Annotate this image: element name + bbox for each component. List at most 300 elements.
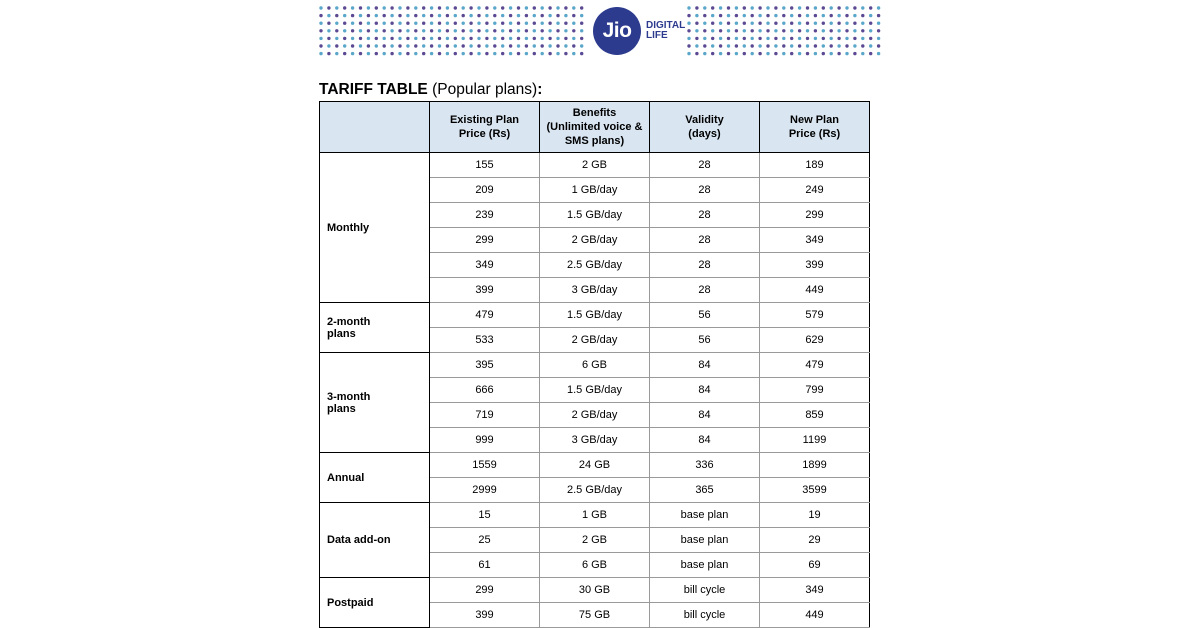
dot: [798, 14, 801, 17]
dot: [695, 37, 698, 40]
dot: [375, 37, 378, 40]
dot: [766, 52, 769, 55]
dot: [327, 44, 330, 47]
dot: [814, 22, 817, 25]
header-new-line2: Price (Rs): [788, 128, 841, 140]
dot: [383, 14, 386, 17]
dot: [485, 44, 488, 47]
dot: [798, 44, 801, 47]
dot: [869, 52, 872, 55]
benefits-cell: 3 GB/day: [540, 428, 650, 453]
dot: [319, 52, 322, 55]
dot: [509, 29, 512, 32]
dot: [422, 22, 425, 25]
dot: [493, 14, 496, 17]
dot: [533, 29, 536, 32]
dot: [790, 37, 793, 40]
dot: [485, 6, 488, 9]
dot: [509, 6, 512, 9]
dot: [398, 52, 401, 55]
dot: [343, 14, 346, 17]
header-benefits-line3: SMS plans): [564, 135, 625, 147]
dot: [687, 37, 690, 40]
dot: [845, 37, 848, 40]
dot: [735, 14, 738, 17]
dot: [367, 29, 370, 32]
validity-cell: base plan: [650, 553, 760, 578]
dot: [525, 44, 528, 47]
page-title: [319, 81, 542, 99]
category-cell: [320, 353, 430, 453]
dot: [335, 52, 338, 55]
dot: [782, 29, 785, 32]
dot: [319, 14, 322, 17]
dot: [580, 52, 583, 55]
dot: [501, 6, 504, 9]
dot: [798, 22, 801, 25]
validity-cell: base plan: [650, 528, 760, 553]
dot: [853, 52, 856, 55]
dot: [703, 14, 706, 17]
dot: [343, 22, 346, 25]
benefits-cell: 1.5 GB/day: [540, 378, 650, 403]
dot: [743, 29, 746, 32]
header-benefits-line1: Benefits: [572, 107, 617, 119]
dot: [806, 22, 809, 25]
existing-price-cell: 666: [430, 378, 540, 403]
dot: [446, 22, 449, 25]
new-price-cell: 629: [760, 328, 870, 353]
dot: [462, 6, 465, 9]
benefits-cell: 6 GB: [540, 353, 650, 378]
dot: [711, 6, 714, 9]
dot: [335, 14, 338, 17]
dot: [359, 52, 362, 55]
dot: [493, 29, 496, 32]
dot: [735, 6, 738, 9]
dot: [477, 52, 480, 55]
existing-price-cell: 349: [430, 253, 540, 278]
dot: [774, 6, 777, 9]
new-price-cell: 479: [760, 353, 870, 378]
dot: [806, 14, 809, 17]
existing-price-cell: 2999: [430, 478, 540, 503]
dot: [327, 29, 330, 32]
dot: [493, 44, 496, 47]
dot: [414, 6, 417, 9]
dot: [319, 37, 322, 40]
dot: [735, 22, 738, 25]
dot: [719, 52, 722, 55]
dot: [695, 14, 698, 17]
existing-price-cell: 299: [430, 578, 540, 603]
dot: [719, 22, 722, 25]
dot: [541, 52, 544, 55]
dot: [509, 14, 512, 17]
dot: [390, 14, 393, 17]
dot: [703, 44, 706, 47]
dot: [790, 52, 793, 55]
dot: [375, 29, 378, 32]
dot: [375, 14, 378, 17]
dot: [454, 37, 457, 40]
dot: [774, 22, 777, 25]
header-new-price: [760, 102, 870, 153]
dot: [335, 29, 338, 32]
dot: [790, 29, 793, 32]
dot: [580, 22, 583, 25]
table-row: [320, 453, 870, 478]
table-row: [320, 503, 870, 528]
dot: [351, 22, 354, 25]
dot: [814, 29, 817, 32]
new-price-cell: 349: [760, 228, 870, 253]
dot: [830, 44, 833, 47]
dot: [367, 14, 370, 17]
jio-logo: [593, 7, 641, 55]
dot: [406, 37, 409, 40]
dot: [580, 6, 583, 9]
table-row: [320, 153, 870, 178]
dot: [556, 22, 559, 25]
new-price-cell: 349: [760, 578, 870, 603]
header-existing-line2: Price (Rs): [458, 128, 511, 140]
dot: [485, 37, 488, 40]
dot: [711, 14, 714, 17]
dot: [687, 14, 690, 17]
dot: [751, 37, 754, 40]
dot: [367, 44, 370, 47]
dot: [462, 44, 465, 47]
dot: [711, 29, 714, 32]
dot: [430, 22, 433, 25]
dot: [822, 37, 825, 40]
dot: [501, 29, 504, 32]
dot: [367, 6, 370, 9]
dot: [845, 14, 848, 17]
dot: [430, 6, 433, 9]
dot: [711, 52, 714, 55]
dot: [845, 29, 848, 32]
dot: [454, 29, 457, 32]
validity-cell: 28: [650, 278, 760, 303]
dot: [398, 6, 401, 9]
header-category: [320, 102, 430, 153]
new-price-cell: 3599: [760, 478, 870, 503]
dot: [695, 6, 698, 9]
dot: [462, 14, 465, 17]
dot: [406, 44, 409, 47]
dot: [572, 14, 575, 17]
dot: [743, 52, 746, 55]
dot: [806, 37, 809, 40]
dot: [430, 37, 433, 40]
table-row: [320, 303, 870, 328]
dot: [548, 37, 551, 40]
dot: [572, 37, 575, 40]
dot: [564, 14, 567, 17]
dot: [830, 14, 833, 17]
dot: [861, 22, 864, 25]
validity-cell: 28: [650, 228, 760, 253]
dot: [556, 6, 559, 9]
dot: [758, 22, 761, 25]
dot: [758, 6, 761, 9]
dot: [446, 52, 449, 55]
dot: [533, 14, 536, 17]
dot: [853, 44, 856, 47]
dot: [343, 37, 346, 40]
dot: [383, 44, 386, 47]
benefits-cell: 30 GB: [540, 578, 650, 603]
dot: [853, 29, 856, 32]
dot: [375, 52, 378, 55]
dot: [469, 52, 472, 55]
new-price-cell: 449: [760, 278, 870, 303]
existing-price-cell: 15: [430, 503, 540, 528]
dot: [509, 52, 512, 55]
dot: [695, 44, 698, 47]
dot: [814, 6, 817, 9]
dot: [877, 52, 880, 55]
dot: [462, 52, 465, 55]
dot: [798, 37, 801, 40]
dot: [727, 22, 730, 25]
dot: [580, 44, 583, 47]
existing-price-cell: 1559: [430, 453, 540, 478]
header-benefits: [540, 102, 650, 153]
dot: [359, 22, 362, 25]
dot: [477, 37, 480, 40]
dot: [517, 6, 520, 9]
dot: [351, 37, 354, 40]
dot: [572, 22, 575, 25]
dot: [398, 37, 401, 40]
dot: [743, 44, 746, 47]
new-price-cell: 249: [760, 178, 870, 203]
dot: [869, 29, 872, 32]
dot: [398, 29, 401, 32]
dot: [477, 29, 480, 32]
dot: [751, 6, 754, 9]
dot: [687, 29, 690, 32]
title-bold: TARIFF TABLE: [319, 81, 428, 98]
dot: [782, 22, 785, 25]
validity-cell: bill cycle: [650, 578, 760, 603]
dot: [774, 52, 777, 55]
dot: [398, 44, 401, 47]
dot: [351, 44, 354, 47]
dot: [319, 6, 322, 9]
dot: [430, 29, 433, 32]
benefits-cell: 1.5 GB/day: [540, 303, 650, 328]
dot: [727, 6, 730, 9]
dot: [541, 29, 544, 32]
header-validity-line1: Validity: [685, 114, 724, 126]
dot: [743, 6, 746, 9]
dot: [383, 22, 386, 25]
dot: [359, 6, 362, 9]
dot: [548, 6, 551, 9]
dot: [790, 22, 793, 25]
header-existing-line1: Existing Plan: [449, 114, 520, 126]
dot: [751, 52, 754, 55]
dot: [517, 37, 520, 40]
dot: [406, 29, 409, 32]
dot: [406, 14, 409, 17]
existing-price-cell: 719: [430, 403, 540, 428]
dot: [390, 37, 393, 40]
dot: [564, 44, 567, 47]
dot: [743, 37, 746, 40]
dot: [766, 14, 769, 17]
validity-cell: 28: [650, 178, 760, 203]
dot: [727, 44, 730, 47]
dot: [711, 44, 714, 47]
dot: [782, 44, 785, 47]
dot: [556, 37, 559, 40]
existing-price-cell: 533: [430, 328, 540, 353]
dot: [462, 37, 465, 40]
benefits-cell: 1.5 GB/day: [540, 203, 650, 228]
new-price-cell: 299: [760, 203, 870, 228]
dot: [743, 14, 746, 17]
dot: [485, 14, 488, 17]
dot: [501, 44, 504, 47]
dot: [501, 22, 504, 25]
tagline-line2: LIFE: [646, 30, 668, 41]
logo-text: Jio: [602, 19, 632, 42]
dot: [406, 22, 409, 25]
dot: [751, 22, 754, 25]
dot: [837, 6, 840, 9]
dot: [548, 52, 551, 55]
dot: [485, 22, 488, 25]
title-suffix: :: [537, 81, 543, 98]
dot: [782, 14, 785, 17]
dot: [493, 6, 496, 9]
dot: [572, 29, 575, 32]
category-cell: [320, 578, 430, 628]
dot: [782, 6, 785, 9]
dot: [446, 6, 449, 9]
dot: [814, 37, 817, 40]
dot: [533, 22, 536, 25]
dot: [509, 37, 512, 40]
dot: [469, 37, 472, 40]
dot: [446, 14, 449, 17]
dot: [422, 37, 425, 40]
validity-cell: 84: [650, 353, 760, 378]
dot: [822, 29, 825, 32]
dot: [774, 14, 777, 17]
dot: [830, 37, 833, 40]
header-new-line1: New Plan: [790, 114, 839, 126]
dot: [375, 6, 378, 9]
validity-cell: 28: [650, 203, 760, 228]
dot: [351, 14, 354, 17]
existing-price-cell: 399: [430, 278, 540, 303]
dot: [343, 44, 346, 47]
dot: [766, 37, 769, 40]
dot: [822, 44, 825, 47]
dot: [814, 14, 817, 17]
dot: [727, 37, 730, 40]
dot: [493, 52, 496, 55]
dot: [564, 6, 567, 9]
dot: [758, 44, 761, 47]
dot: [406, 52, 409, 55]
dot: [351, 6, 354, 9]
dot: [462, 29, 465, 32]
dot: [806, 6, 809, 9]
dot: [541, 6, 544, 9]
dot: [446, 44, 449, 47]
dot: [319, 22, 322, 25]
dot: [806, 52, 809, 55]
validity-cell: 84: [650, 428, 760, 453]
dot: [485, 29, 488, 32]
benefits-cell: 75 GB: [540, 603, 650, 628]
dot: [327, 52, 330, 55]
dot: [564, 37, 567, 40]
existing-price-cell: 25: [430, 528, 540, 553]
dot: [533, 6, 536, 9]
dot: [853, 37, 856, 40]
dot: [790, 14, 793, 17]
dot: [383, 6, 386, 9]
dot: [398, 14, 401, 17]
dot: [774, 44, 777, 47]
table-row: [320, 353, 870, 378]
dot: [719, 44, 722, 47]
category-cell: [320, 303, 430, 353]
dot: [335, 22, 338, 25]
new-price-cell: 399: [760, 253, 870, 278]
dot: [687, 6, 690, 9]
dot: [359, 44, 362, 47]
dot: [548, 29, 551, 32]
dot: [525, 29, 528, 32]
dot: [822, 14, 825, 17]
dot: [438, 22, 441, 25]
dot: [774, 29, 777, 32]
dot: [837, 14, 840, 17]
new-price-cell: 449: [760, 603, 870, 628]
dot: [430, 14, 433, 17]
dot: [414, 14, 417, 17]
dot: [861, 6, 864, 9]
existing-price-cell: 209: [430, 178, 540, 203]
dot: [477, 22, 480, 25]
dot: [343, 6, 346, 9]
dot: [758, 29, 761, 32]
dot: [430, 44, 433, 47]
dot: [837, 52, 840, 55]
dot: [572, 52, 575, 55]
dot-pattern-left: [318, 4, 588, 58]
dot: [751, 29, 754, 32]
validity-cell: base plan: [650, 503, 760, 528]
dot: [493, 37, 496, 40]
new-price-cell: 69: [760, 553, 870, 578]
existing-price-cell: 155: [430, 153, 540, 178]
benefits-cell: 2 GB/day: [540, 403, 650, 428]
dot: [695, 29, 698, 32]
category-cell: [320, 453, 430, 503]
dot: [556, 44, 559, 47]
dot: [798, 6, 801, 9]
